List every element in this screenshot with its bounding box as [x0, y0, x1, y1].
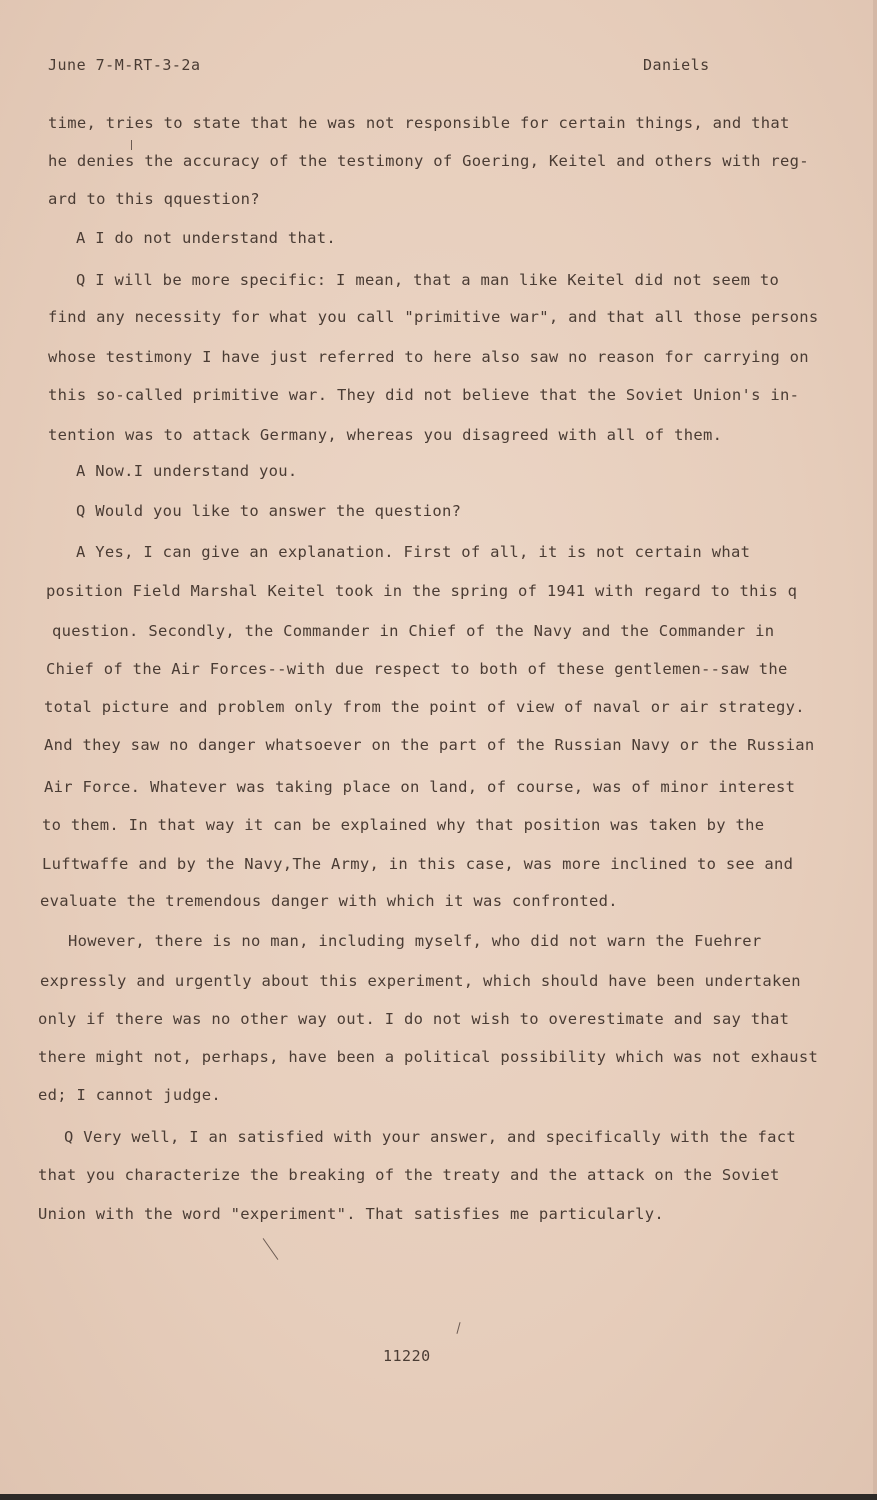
- text-line: total picture and problem only from the point of view of naval or air strategy.: [44, 698, 805, 716]
- stray-pencil-mark: [263, 1238, 279, 1260]
- text-line: Luftwaffe and by the Navy,The Army, in this case, was more inclined to see and: [42, 855, 794, 873]
- text-line: Union with the word "experiment". That satisfies me particularly.: [38, 1205, 665, 1223]
- page-number: 11220: [383, 1347, 431, 1365]
- question-line: Q I will be more specific: I mean, that a man like Keitel did not seem to: [76, 271, 780, 289]
- text-line: evaluate the tremendous danger with which it was confronted.: [40, 892, 618, 910]
- text-line: only if there was no other way out. I do not wish to overestimate and say that: [38, 1010, 790, 1028]
- paper-edge-right: [873, 0, 877, 1500]
- text-line: position Field Marshal Keitel took in the spring of 1941 with regard to this q: [46, 582, 798, 600]
- text-line: ard to this qquestion?: [48, 190, 260, 208]
- text-line: there might not, perhaps, have been a political possibility which was not exhaust: [38, 1048, 819, 1066]
- text-line: Air Force. Whatever was taking place on land, of course, was of minor interest: [44, 778, 796, 796]
- text-line: Chief of the Air Forces--with due respect to both of these gentlemen--saw the: [46, 660, 788, 678]
- document-reference: June 7-M-RT-3-2a: [48, 56, 201, 74]
- text-line: to them. In that way it can be explained why that position was taken by the: [42, 816, 765, 834]
- text-line: this so-called primitive war. They did not believe that the Soviet Union's in-: [48, 386, 800, 404]
- stray-pencil-mark: [456, 1322, 460, 1334]
- text-line: time, tries to state that he was not responsible for certain things, and that: [48, 114, 790, 132]
- reporter-name: Daniels: [643, 56, 710, 74]
- text-line: that you characterize the breaking of the treaty and the attack on the Soviet: [38, 1166, 780, 1184]
- text-line: ed; I cannot judge.: [38, 1086, 222, 1104]
- stray-pencil-mark: [131, 140, 132, 150]
- text-line: However, there is no man, including myself, who did not warn the Fuehrer: [68, 932, 762, 950]
- text-line: whose testimony I have just referred to here also saw no reason for carrying on: [48, 348, 809, 366]
- answer-line: A Now.I understand you.: [76, 462, 298, 480]
- question-line: Q Very well, I an satisfied with your answer, and specifically with the fact: [64, 1128, 797, 1146]
- text-line: tention was to attack Germany, whereas you disagreed with all of them.: [48, 426, 723, 444]
- text-line: question. Secondly, the Commander in Chief of the Navy and the Commander in: [52, 622, 775, 640]
- text-line: expressly and urgently about this experiment, which should have been undertaken: [40, 972, 801, 990]
- answer-line: A Yes, I can give an explanation. First of all, it is not certain what: [76, 543, 751, 561]
- paper-edge-bottom: [0, 1494, 877, 1500]
- text-line: And they saw no danger whatsoever on the part of the Russian Navy or the Russian: [44, 736, 815, 754]
- answer-line: A I do not understand that.: [76, 229, 337, 247]
- question-line: Q Would you like to answer the question?: [76, 502, 462, 520]
- text-line: find any necessity for what you call "primitive war", and that all those persons: [48, 308, 819, 326]
- text-line: he denies the accuracy of the testimony of Goering, Keitel and others with reg-: [48, 152, 809, 170]
